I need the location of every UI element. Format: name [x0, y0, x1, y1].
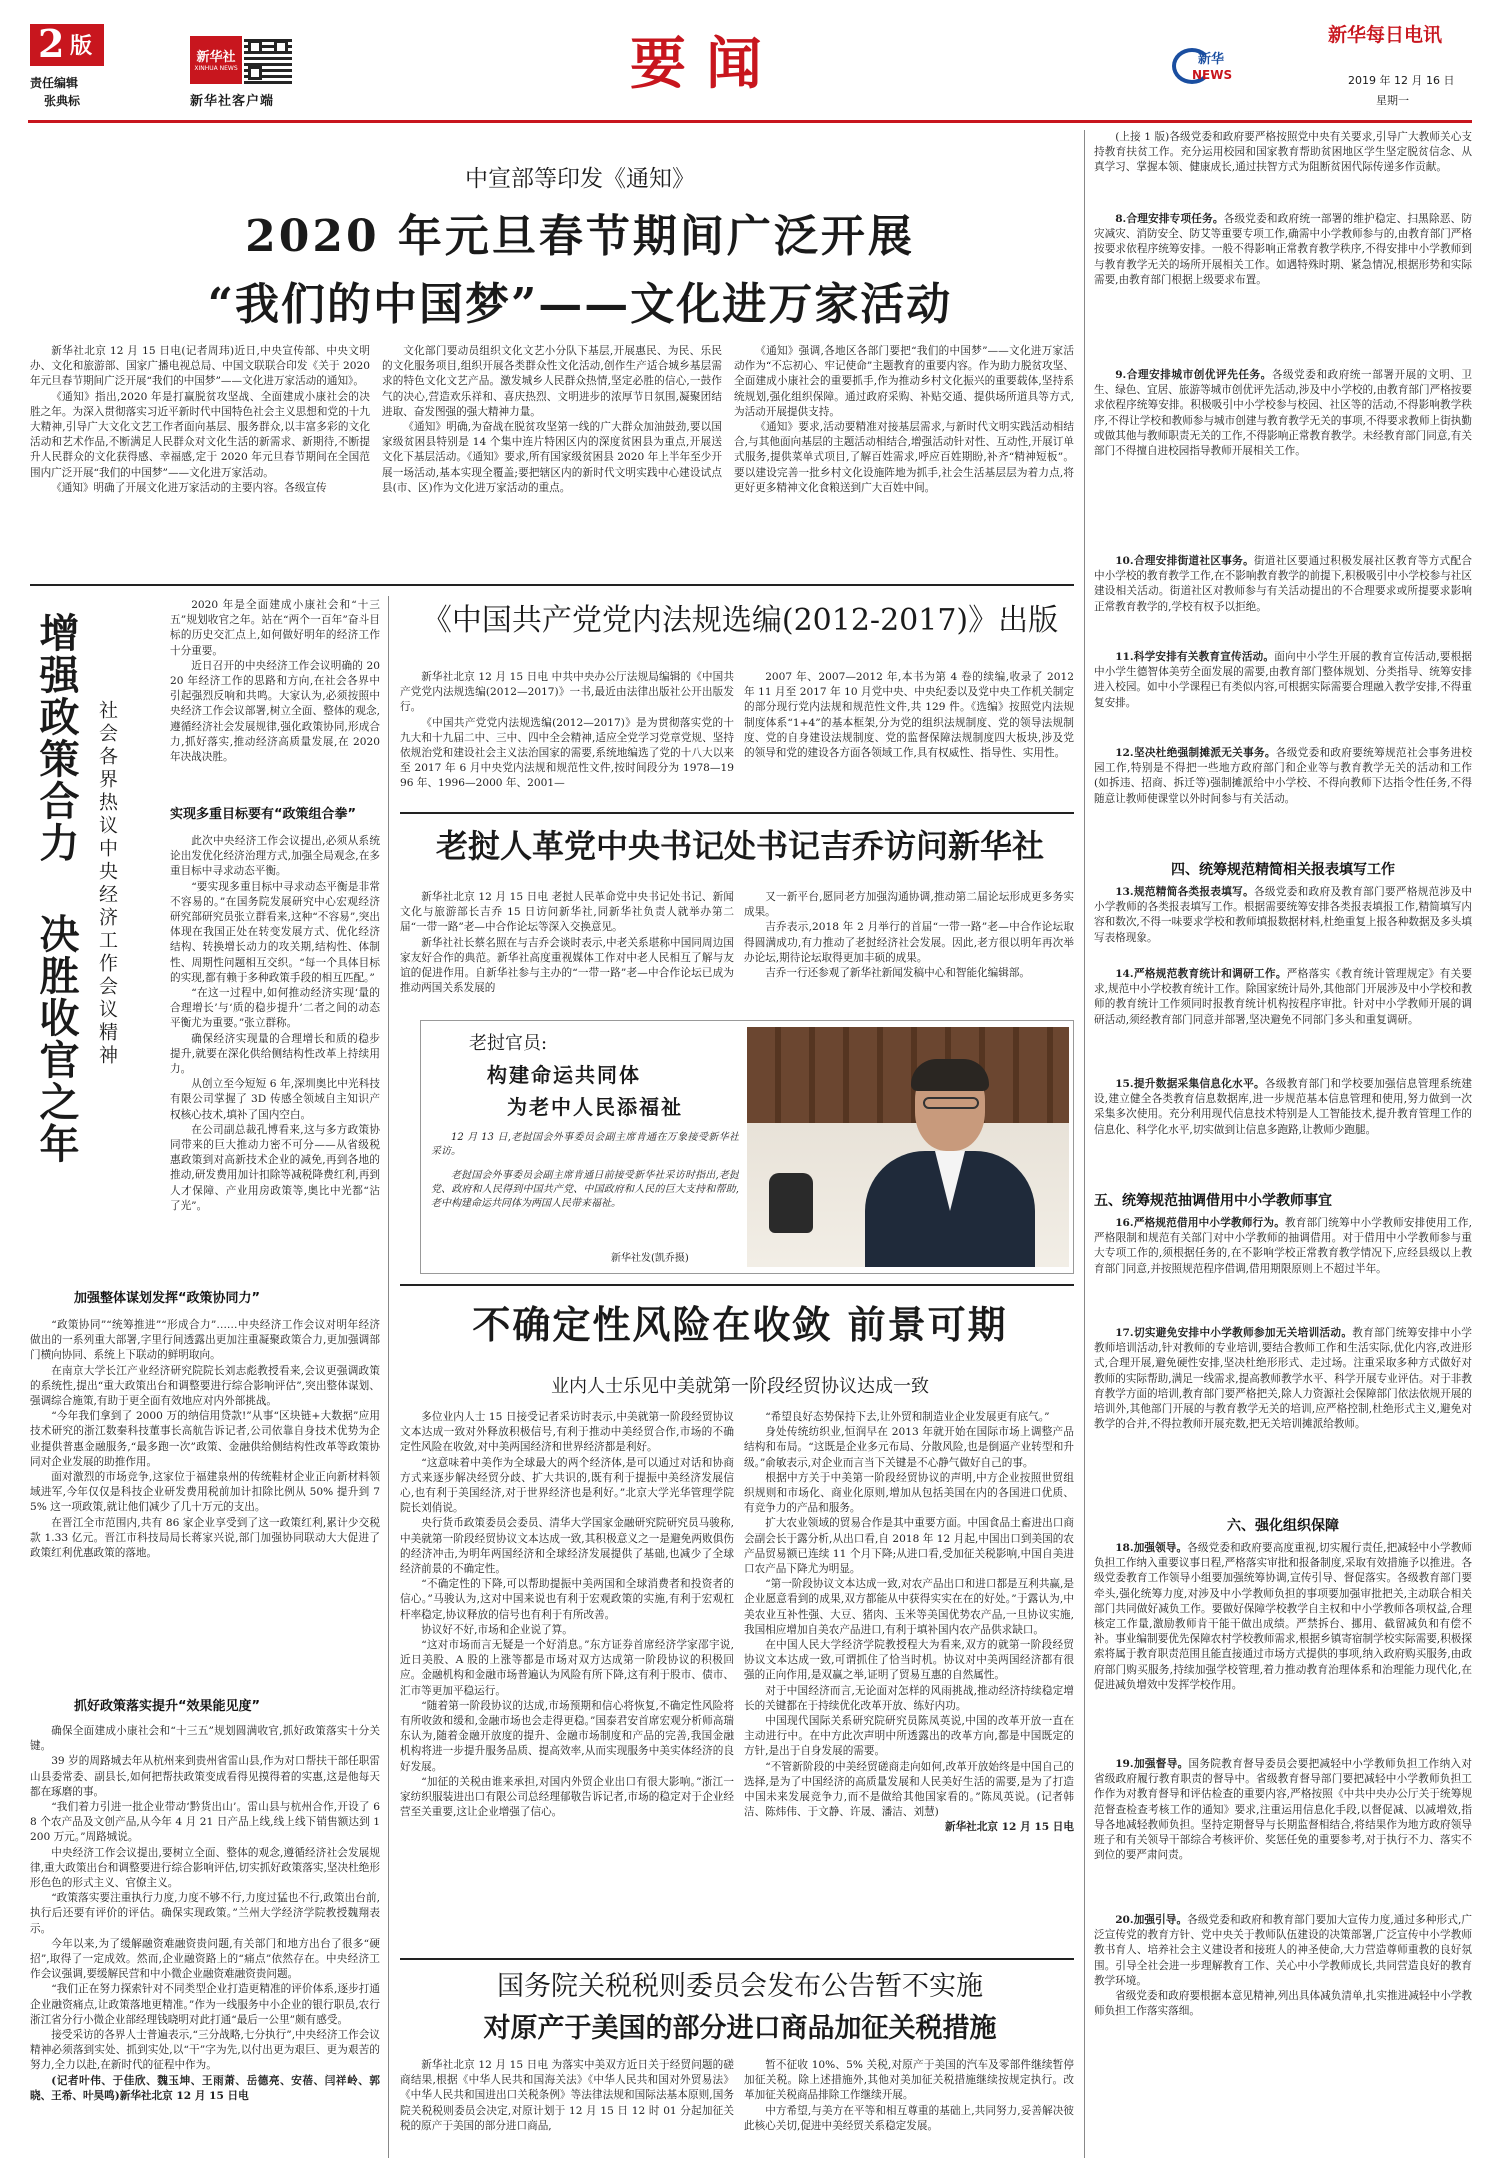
right-item-20-extra: 省级党委和政府要根据本意见精神,列出具体减负清单,扎实推进减轻中小学教师负担工作落实落细。 — [1094, 1990, 1472, 2018]
article5-col2-p8: “不管新阶段的中美经贸磋商走向如何,改革开放始终是中国自己的选择,是为了中国经济的高质量发展和人民美好生活的需要,是为了打造中国未来发展竞争力,而不是做给其他国家看的。”陈凤英说。(记者韩洁、陈炜伟、于文静、许晟、潘洁、刘慧) — [744, 1760, 1074, 1819]
right-item-12 — [1094, 746, 1472, 856]
client-label: 新华社客户端 — [190, 94, 275, 109]
right-item-12-text: 各级党委和政府要统筹规范社会事务进校园工作,特别是不得把一些地方政府部门和企业等与教育教学无关的活动和工作(如拆违、招商、拆迁等)强制摊派给中小学校、不得向教师下达指令性任务,不得随意让教师使课堂以外时间参与有关活动。 — [1094, 747, 1472, 805]
photo-box-title1: 构建命运共同体 — [487, 1063, 641, 1087]
right-item-9-title: 合理安排城市创优评先任务。 — [1126, 369, 1272, 381]
right-item-20-text: 各级党委和政府和教育部门要加大宣传力度,通过多种形式,广泛宣传党的教育方针、党中央关于教师队伍建设的决策部署,广泛宣传中小学教师教书育人、培养社会主义建设者和接班人的神圣使命,大力营造尊师重教的良好氛围。引导全社会进一步理解教育工作、关心中小学教师成长,共同营造良好的教育教学环境。 — [1094, 1914, 1472, 1987]
photo-caption-text: 12 月 13 日,老挝国会外事委员会副主席肯通在万象接受新华社采访。 — [431, 1132, 739, 1157]
right-item-10 — [1094, 554, 1472, 650]
article4-col1-p1: 新华社社长蔡名照在与吉乔会谈时表示,中老关系堪称中国同周边国家友好合作的典范。新华社高度重视媒体工作对中老人民相互了解与友谊的促进作用。自新华社参与主办的“一带一路”老—中合作论坛已成为推动两国关系发展的 — [400, 936, 734, 995]
right-item-13-title: 规范精简各类报表填写。 — [1133, 886, 1255, 898]
article6-headline-line2: 对原产于美国的部分进口商品加征关税措施 — [483, 2013, 997, 2044]
article2-subtitle: 社会各界热议中央经济工作会议精神 — [96, 700, 118, 1068]
xinhua-logo-block — [190, 36, 242, 84]
article1-col3-p1: 《通知》要求,活动要精准对接基层需求,与新时代文明实践活动相结合,与其他面向基层的主题活动相结合,增强活动针对性、互动性,开展订单式服务,提供菜单式项目,了解百姓需求,呼应百姓期盼,补齐“精神短板”。要以建设完善一批乡村文化设施阵地为抓手,社会生活基层层为着力点,将更好更多精神文化食粮送到广大百姓中间。 — [734, 421, 1074, 494]
right-item-16-text: 教育部门统筹中小学教师安排使用工作,严格限制和规范有关部门对中小学教师的抽调借用。对于借用中小学教师参与重大专项工作的,须根据任务的,在不影响学校正常教育教学情况下,应经县级以上教育部门同意,并按照规范程序借调,借用期限原则上不超过半年。 — [1094, 1217, 1472, 1275]
right-item-19-title: 加强督导。 — [1133, 1758, 1189, 1770]
article5-col1-p2: 央行货币政策委员会委员、清华大学国家金融研究院研究员马骏称,中美就第一阶段经贸协议文本达成一致,其积极意义之一是避免两败俱伤的经济冲击,为明年两国经济和全球经济发展提供了基础,也减少了全球经济前景的不确定性。 — [400, 1517, 734, 1576]
right-item-8-num: 8. — [1115, 213, 1127, 225]
right-item-12-num: 12. — [1115, 747, 1134, 759]
masthead — [0, 0, 1500, 120]
photo-box — [420, 1020, 1074, 1274]
article5-col1-p3: “不确定性的下降,可以帮助提振中美两国和全球消费者和投资者的信心。”马骏认为,这对中国来说也有利于宏观政策的实施,有利于宏观杠杆率稳定,协议释放的信号也有利于有所改善。 — [400, 1578, 734, 1621]
article1-col1-p2: 《通知》明确了开展文化进万家活动的主要内容。各级宣传 — [51, 481, 327, 494]
right-item-14-num: 14. — [1115, 968, 1134, 980]
article1-headline-line1: 2020 年元旦春节期间广泛开展 — [245, 211, 915, 262]
page-number-badge — [30, 21, 104, 66]
article6-col2-p1: 中方希望,与美方在平等和相互尊重的基础上,共同努力,妥善解决彼此核心关切,促进中美经贸关系稳定发展。 — [744, 2104, 1074, 2132]
right-item-10-num: 10. — [1115, 555, 1134, 567]
photo-box-caption — [431, 1131, 739, 1167]
right-item-20-title: 加强引导。 — [1133, 1914, 1188, 1926]
right-item-9-num: 9. — [1115, 369, 1127, 381]
article2-col-left2 — [30, 1724, 380, 2156]
xinhua-logo-sub: XINHUA NEWS — [194, 65, 238, 72]
paper-name: 新华每日电讯 — [1328, 24, 1443, 46]
right-item-13 — [1094, 885, 1472, 967]
article1-col2-p0: 文化部门要动员组织文化文艺小分队下基层,开展惠民、为民、乐民的文化服务项目,组织开展各类群众性文化活动,创作生产适合城乡基层需求的特色文化文艺产品。激发城乡人民群众热情,坚定必胜的信心,一鼓作气的决心,营造欢乐祥和、喜庆热烈、文明进步的浓厚节日氛围,凝聚团结进取、奋发图强的强大精神力量。 — [382, 345, 722, 418]
article5-col1-p6: “随着第一阶段协议的达成,市场预期和信心将恢复,不确定性风险将有所收敛和缓和,金融市场也会走得更稳。”国泰君安首席宏观分析师高瑞东认为,随着金融开放度的提升、金融市场制度和产品的完善,我国金融机构将进一步提升服务品质、提高效率,从而实现服务中美实体经济的良好发展。 — [400, 1699, 734, 1773]
article2-left-p3: 面对激烈的市场竞争,这家位于福建泉州的传统鞋材企业正向新材料领域进军,今年仅仅是科技企业研发费用税前加计扣除比例从 50% 提升到 75% 这一项政策,就让他们减少了几十万元的支出。 — [30, 1471, 380, 1514]
article5-col2-p1: 身处传统纺织业,恒润早在 2013 年就开始在国际市场上调整产品结构和布局。“这既是企业多元布局、分散风险,也是倒逼产业转型和升级。”俞敏表示,对企业而言当下关键是不心静气做好自己的事。 — [744, 1426, 1074, 1469]
right-item-18-text: 各级党委和政府要高度重视,切实履行责任,把减轻中小学教师负担工作纳入重要议事日程,严格落实审批和报备制度,采取有效措施予以推进。各级党委教育工作领导小组要加强统筹协调,宣传引导、督促落实。各级教育部门要牵头,强化统筹力度,对涉及中小学教师负担的事项要加强审批把关,主动联合相关部门共同做好减负工作。要做好保障学校教学自主权和中小学教师各项权益,合理核定工作量,激励教师肯干能干做出成绩。严禁拆台、挪用、截留减负和有偿不补。事业编制要优先保障农村学校教师需求,根据乡镇寄宿制学校实际需要,积极探索将属于教育职责范围且能直接通过市场方式提供的事项,纳入政府购买服务,由政府部门购买服务,持续加强学校管理,着力推动教育治理体系和治理能力现代化,在促进减负增效中发挥学校作用。 — [1094, 1542, 1472, 1691]
article5-col2-p0: “希望良好态势保持下去,让外贸和制造业企业发展更有底气。” — [765, 1411, 1050, 1423]
article5-col1-p1: “这意味着中美作为全球最大的两个经济体,是可以通过对话和协商方式来逐步解决经贸分歧、扩大共识的,既有利于提振中美经济发展信心,也有利于美国经济,对于世界经济也是利好。”北京大学光华管理学院院长刘俏说。 — [400, 1456, 734, 1515]
article5-bottom-rule — [400, 1958, 1074, 1960]
right-item-12-title: 坚决杜绝强制摊派无关事务。 — [1133, 747, 1276, 759]
article2-column-divider — [388, 596, 389, 2158]
article2-left-p2: “今年我们拿到了 2000 万的纳信用贷款!”从事“区块链+大数据”应用技术研究的浙江数秦科技董事长高航告诉记者,公司依靠自身技术优势为企业提供普惠金融服务,“最多跑一次”政策、金融供给侧结构性改革等政策协同对企业发展的助推作用。 — [30, 1410, 380, 1468]
article1-col1-p1: 《通知》指出,2020 年是打赢脱贫攻坚战、全面建成小康社会的决胜之年。为深入贯彻落实习近平新时代中国特色社会主义思想和党的十九大精神,引导广大文化文艺工作者面向基层、服务群众,以丰富多彩的文化活动和艺术作品,不断满足人民群众对文化生活的新需求、新期待,不断提升人民群众的文化获得感、幸福感,定于 2020 年元旦春节期间在全国范围内广泛开展“我们的中国梦”——文化进万家活动。 — [30, 390, 370, 479]
article4-bottom-rule — [400, 1284, 1074, 1286]
article2-intro-p1: 近日召开的中央经济工作会议明确的 2020 年经济工作的思路和方向,在社会各界中引起强烈反响和共鸣。大家认为,必须按照中央经济工作会议部署,树立全面、整体的观念,遵循经济社会发展规律,强化政策协同,形成合力,抓好落实,推动经济高质量发展,在 2020 年决战决胜。 — [170, 659, 380, 764]
article2-right2-p4: 从创立至今短短 6 年,深圳奥比中光科技有限公司掌握了 3D 传感全领域自主知识产权核心技术,填补了国内空白。 — [170, 1078, 380, 1121]
right-item-18-num: 18. — [1115, 1542, 1134, 1554]
article1-col1-p0: 新华社北京 12 月 15 日电(记者周玮)近日,中央宣传部、中央文明办、文化和旅游部、国家广播电视总局、中国文联联合印发《关于 2020 年元旦春节期间广泛开展“我们的中国梦”——文化进万家活动的通知》。 — [30, 345, 370, 388]
article5-col2-p3: 扩大农业领域的贸易合作是其中重要方面。中国食品土畜进出口商会副会长于露分析,从出口看,自 2018 年 12 月起,中国出口到美国的农产品贸易额已连续 11 个月下降;从进口看,受加征关税影响,中国自美进口农产品下降尤为明显。 — [744, 1517, 1074, 1576]
right-item-19 — [1094, 1757, 1472, 1913]
article5-col1-p7: “加征的关税由谁来承担,对国内外贸企业出口有很大影响。”浙江一家纺织服装进出口有限公司总经理郁敬告诉记者,市场的稳定对于企业经营至关重要,这让企业增强了信心。 — [400, 1775, 734, 1819]
right-item-14-text: 严格落实《教育统计管理规定》有关要求,规范中小学校教育统计工作。除国家统计局外,其他部门开展涉及中小学校和教师的教育统计工作须同时报教育统计机构按程序审批。针对中小学教师开展的调研活动,须经教育部门同意并部署,坚决避免不同部门多头和重复调研。 — [1094, 968, 1472, 1026]
article2-left2-p5: 今年以来,为了缓解融资难融资贵问题,有关部门和地方出台了很多“硬招”,取得了一定成效。然而,企业融资路上的“痛点”依然存在。中央经济工作会议强调,要缓解民营和中小微企业融资难融资贵问题。 — [30, 1937, 380, 1981]
right-section-6: 六、强化组织保障 — [1227, 1518, 1339, 1534]
right-item-14-title: 严格规范教育统计和调研工作。 — [1133, 968, 1287, 980]
article5-col1 — [400, 1410, 734, 1950]
article6-col2 — [744, 2058, 1074, 2158]
right-item-19-num: 19. — [1115, 1758, 1134, 1770]
right-item-11-title: 科学安排有关教育宣传活动。 — [1133, 651, 1275, 663]
article3-col2 — [744, 670, 1074, 802]
news-logo-a: 新华 — [1198, 52, 1225, 67]
article2-col-right2 — [170, 834, 380, 1274]
article2-subhead3: 抓好政策落实提升“效果能见度” — [74, 1699, 261, 1714]
right-item-16 — [1094, 1216, 1472, 1326]
photo-box-paragraph: 老挝国会外事委员会副主席肯通日前接受新华社采访时指出,老挝党、政府和人民得到中国共产党、中国政府和人民的巨大支持和帮助,老中构建命运共同体为两国人民带来福祉。 — [431, 1170, 739, 1209]
article2-intro-p0: 2020 年是全面建成小康社会和“十三五”规划收官之年。站在“两个一百年”奋斗目标的历史交汇点上,如何做好明年的经济工作十分重要。 — [170, 599, 380, 657]
right-item-17-num: 17. — [1115, 1327, 1134, 1339]
photo-box-text — [431, 1169, 739, 1245]
article6-headline-line1: 国务院关税税则委员会发布公告暂不实施 — [497, 1971, 983, 2002]
right-item-15-text: 各级教育部门和学校要加强信息管理系统建设,建立健全各类教育信息数据库,进一步规范基本信息管理和使用,努力做到一次采集多次使用。充分利用现代信息技术特别是人工智能技术,提升教育管理工作的信息化、科学化水平,切实做到让信息多跑路,让教师少跑腿。 — [1094, 1078, 1472, 1136]
article4-headline: 老挝人革党中央书记处书记吉乔访问新华社 — [435, 827, 1044, 865]
article2-left2-p3: 中央经济工作会议提出,要树立全面、整体的观念,遵循经济社会发展规律,重大政策出台和调整要进行综合影响评估,切实抓好政策落实,坚决杜绝形形色色的形式主义、官僚主义。 — [30, 1846, 380, 1890]
article6-col2-p0: 暂不征收 10%、5% 关税,对原产于美国的汽车及零部件继续暂停加征关税。除上述措施外,其他对美加征关税措施继续按规定执行。改革加征关税商品排除工作继续开展。 — [744, 2059, 1074, 2102]
article1-bottom-rule — [30, 584, 1074, 586]
article3-col1 — [400, 670, 734, 802]
article4-col2-p0: 又一新平台,愿同老方加强沟通协调,推动第二届论坛形成更多务实成果。 — [744, 891, 1074, 919]
photo-box-label: 老挝官员: — [469, 1033, 548, 1054]
right-item-13-num: 13. — [1115, 886, 1134, 898]
article3-col2-p0: 2007 年、2007—2012 年,本书为第 4 卷的续编,收录了 2012 年 11 月至 2017 年 10 月党中央、中央纪委以及党中央工作机关制定的部分现行党内法规和规范性文件,共 129 件。《选编》按照党内法规制度体系“1+4”的基本框架,分为党的组织法规制度、党的领导法规制度、党的自身建设法规制度、党的监督保障法规制度四大板块,涉及党的领导和党的建设各方面各领域工作,具有权威性、指导性、实用性。 — [744, 671, 1074, 760]
article5-col1-p4: 协议好不好,市场和企业说了算。 — [421, 1623, 573, 1636]
article2-right2-p5: 在公司副总裁孔博看来,这与多方政策协同带来的巨大推动力密不可分——从省级税惠政策到对高新技术企业的减免,再到各地的推动,研发费用加计扣除等减税降费红利,再到人才保障、产业用房政策等,奥比中光都“沾了光”。 — [170, 1123, 380, 1212]
right-item-10-text: 街道社区要通过积极发展社区教育等方式配合中小学校的教育教学工作,在不影响教育教学的前提下,积极吸引中小学校参与社区建设相关活动。街道社区对教师参与有关活动提出的不合理要求或所提要求影响正常教育教学的,学校有权予以拒绝。 — [1094, 555, 1472, 613]
article2-right2-p0: 此次中央经济工作会议提出,必须从系统论出发优化经济治理方式,加强全局观念,在多重目标中寻求动态平衡。 — [170, 835, 380, 878]
right-column — [1094, 130, 1472, 2158]
article2-left-p1: 在南京大学长江产业经济研究院院长刘志彪教授看来,会议更强调政策的系统性,提出“重大政策出台和调整要进行综合影响评估”,突出整体谋划、强调综合施策,有助于更全面有效地应对内外部挑战。 — [30, 1364, 380, 1408]
article1-col2 — [382, 344, 722, 576]
article5-col2-p9: 新华社北京 12 月 15 日电 — [945, 1821, 1074, 1834]
article2-subhead2: 加强整体谋划发挥“政策协同力” — [74, 1291, 261, 1306]
article4-col2 — [744, 890, 1074, 1012]
right-item-15-title: 提升数据采集信息化水平。 — [1133, 1078, 1265, 1090]
article2-left2-p0: 确保全面建成小康社会和“十三五”规划圆满收官,抓好政策落实十分关键。 — [30, 1725, 380, 1753]
right-item-8-title: 合理安排专项任务。 — [1126, 213, 1224, 225]
qr-code-icon[interactable] — [244, 36, 292, 84]
article2-left-p4: 在晋江全市范围内,共有 86 家企业享受到了这一政策红利,累计少交税款 1.33 亿元。晋江市科技局局长蒋家兴说,部门加强协同联动大大促进了政策红利优惠政策的落地。 — [30, 1516, 380, 1560]
article2-left2-p8: (记者叶伟、于佳欣、魏玉坤、王雨萧、岳德亮、安蓓、闫祥岭、郭晓、王希、叶昊鸣)新华社北京 12 月 15 日电 — [30, 2074, 380, 2102]
issue-date: 2019 年 12 月 16 日 — [1348, 74, 1455, 87]
right-intro — [1094, 130, 1472, 212]
article2-left2-p2: “我们着力引进一批企业带动‘黔货出山’。雷山县与杭州合作,开设了 68 个农产品及文创产品,从今年 4 月 21 日产品上线,线上线下销售额达到 1200 万元。”周路城说。 — [30, 1801, 380, 1844]
portrait-photo — [747, 1027, 1069, 1267]
right-item-19-text: 国务院教育督导委员会要把减轻中小学教师负担工作纳入对省级政府履行教育职责的督导中。省级教育督导部门要把减轻中小学教师负担工作作为对教育督导和评估检查的重要内容,严格按照《中共中央办公厅关于统筹规范督查检查考核工作的通知》要求,注重运用信息化手段,以督促减、以减增效,指导各地减轻教师负担。坚持定期督导与长期监督相结合,将结果作为地方政府领导班子和有关领导干部综合考核评价、奖惩任免的重要参考,对于执行不力、落实不到位的要严肃问责。 — [1094, 1758, 1472, 1862]
right-item-17 — [1094, 1326, 1472, 1512]
article2-col-left — [30, 1318, 380, 1690]
right-item-18 — [1094, 1541, 1472, 1757]
article3-headline: 《中国共产党党内法规选编(2012-2017)》出版 — [421, 603, 1059, 638]
article1-kicker: 中宣部等印发《通知》 — [465, 166, 695, 192]
photo-credit: 新华社发(凯乔摄) — [611, 1253, 689, 1264]
portrait-vase-icon — [769, 1173, 813, 1233]
right-item-15-num: 15. — [1115, 1078, 1134, 1090]
article1-col1 — [30, 344, 370, 576]
article4-col2-p1: 吉乔表示,2018 年 2 月举行的首届“一带一路”老—中合作论坛取得圆满成功,有力推动了老挝经济社会发展。因此,老方很以明年再次举办论坛,期待论坛取得更加丰硕的成果。 — [744, 921, 1074, 964]
article4-col2-p2: 吉乔一行还参观了新华社新闻发稿中心和智能化编辑部。 — [765, 967, 1031, 980]
article4-col1-p0: 新华社北京 12 月 15 日电 老挝人民革命党中央书记处书记、新闻文化与旅游部长吉乔 15 日访问新华社,同新华社负责人就举办第二届“一带一路”老—中合作论坛等深入交换意见。 — [400, 891, 734, 934]
article3-bottom-rule — [400, 812, 1074, 814]
article5-col2-p7: 中国现代国际关系研究院研究员陈凤英说,中国的改革开放一直在主动进行中。在中方此次声明中所透露出的改革方向,都是中国既定的方针,是出于自身发展的需要。 — [744, 1715, 1074, 1758]
news-logo-b: NEWS — [1192, 68, 1233, 82]
section-title: 要闻 — [630, 31, 782, 97]
article5-col2-p2: 根据中方关于中美第一阶段经贸协议的声明,中方企业按照世贸组织规则和市场化、商业化原则,增加从包括美国在内的各国进口优质、有竞争力的产品和服务。 — [744, 1471, 1074, 1515]
article3-col1-p0: 新华社北京 12 月 15 日电 中共中央办公厅法规局编辑的《中国共产党党内法规选编(2012—2017)》一书,最近由法律出版社公开出版发行。 — [400, 671, 734, 714]
article2-headline: 增强政策合力 决胜收官之年 — [33, 612, 80, 1165]
right-column-divider — [1084, 130, 1085, 2158]
portrait-glasses-icon — [923, 1097, 979, 1109]
article5-col2-p5: 在中国人民大学经济学院教授程大为看来,双方的就第一阶段经贸协议文本达成一致,可谓抓住了恰当时机。协议对中美两国经济都有很强的正向作用,是双赢之举,证明了贸易互惠的自然属性。 — [744, 1639, 1074, 1682]
article5-col2-p4: “第一阶段协议文本达成一致,对农产品出口和进口都是互利共赢,是企业愿意看到的成果,双方都能从中获得实实在在的好处。”于露认为,中美农业互补性强、大豆、猪肉、玉米等美国优势农产品,一旦协议实施,我国相应增加自美农产品进口,有利于填补国内农产品供求缺口。 — [744, 1578, 1074, 1636]
article1-col3-p0: 《通知》强调,各地区各部门要把“我们的中国梦”——文化进万家活动作为“不忘初心、牢记使命”主题教育的重要内容。作为助力脱贫攻坚、全面建成小康社会的重要抓手,作为推动乡村文化振兴的重要载体,坚持系统规划,强化组织保障。通过政府采购、补贴交通、提供场所道具等方式,为活动开展提供支持。 — [734, 345, 1074, 418]
news-logo — [1172, 44, 1242, 88]
article5-subtitle: 业内人士乐见中美就第一阶段经贸协议达成一致 — [551, 1376, 929, 1397]
article2-left2-p1: 39 岁的周路城去年从杭州来到贵州省雷山县,作为对口帮扶干部任职雷山县委常委、副县长,如何把帮扶政策变成看得见摸得着的实惠,这是他每天都在琢磨的事。 — [30, 1755, 380, 1798]
photo-box-title2: 为老中人民添福祉 — [507, 1095, 683, 1119]
right-item-11-num: 11. — [1115, 651, 1134, 663]
article1-col2-p1: 《通知》明确,为奋战在脱贫攻坚第一线的广大群众加油鼓劲,要以国家级贫困县特别是 14 个集中连片特困区内的深度贫困县为重点,开展送文化下基层活动。《通知》要求,所有国家级贫困县 2020 年上半年至少开展一场活动,基本实现全覆盖;要把辖区内的新时代文明实践中心建设试点县(市、区)作为文化进万家活动的重点。 — [382, 421, 722, 494]
right-item-20-num: 20. — [1115, 1914, 1134, 1926]
article6-col1 — [400, 2058, 734, 2158]
article2-right2-p2: “在这一过程中,如何推动经济实现‘量的合理增长’与‘质的稳步提升’二者之间的动态平衡尤为重要。”张立群称。 — [170, 987, 380, 1030]
article2-left-p0: “政策协同”“统筹推进”“形成合力”……中央经济工作会议对明年经济做出的一系列重大部署,字里行间透露出更加注重凝聚政策合力,更加强调部门横向协同、系统上下联动的鲜明取向。 — [30, 1319, 380, 1362]
article2-left2-p4: “政策落实要注重执行力度,力度不够不行,力度过猛也不行,政策出台前,执行后还要有评价的评估。确保实现政策。”兰州大学经济学院教授魏翔表示。 — [30, 1892, 380, 1935]
page-number: 2 — [38, 21, 65, 66]
right-item-11-text: 面向中小学生开展的教育宣传活动,要根据中小学生德智体美劳全面发展的需要,由教育部门整体规划、分类指导、统筹安排进入校园。如中小学课程已有类似内容,可根据实际需要合理融入教学安排,不得重复安排。 — [1094, 651, 1472, 709]
article4-col1 — [400, 890, 734, 1012]
right-item-9-text: 各级党委和政府统一部署开展的文明、卫生、绿色、宜居、旅游等城市创优评先活动,涉及中小学校的,由教育部门严格按要求依程序统筹安排。积极吸引中小学校参与校园、社区等的活动,不得影响教学秩序,不得让学校和教师参与城市创建与教育教学无关的事项,不得要求教师上街执勤或做其他与教师职责无关的工作,不得影响正常教育教学。未经教育部门同意,有关部门不得擅自进校园指导教师开展相关工作。 — [1094, 369, 1472, 458]
right-item-13-text: 各级党委和政府及教育部门要严格规范涉及中小学教师的各类报表填写工作。根据需要统筹安排各类报表填报工作,精简填写内容和数次,不得一味要求学校和教师填报数据材料,杜绝重复上报各种数据及多头填写表格现象。 — [1094, 886, 1472, 944]
page-unit: 版 — [70, 33, 93, 59]
right-item-18-title: 加强领导。 — [1133, 1542, 1188, 1554]
xinhua-logo: 新华社 — [196, 50, 236, 65]
editor-name: 张典标 — [44, 94, 81, 108]
right-item-8-text: 各级党委和政府统一部署的维护稳定、扫黑除恶、防灾减灾、消防安全、防艾等重要专项工作,确需中小学教师参与的,由教育部门严格按要求依程序统筹安排。一般不得影响正常教育教学秩序,不得安排中小学教师到与教育教学无关的场所开展相关工作。如遇特殊时期、紧急情况,根据形势和实际需要,由教育部门根据上级要求布置。 — [1094, 213, 1472, 286]
right-section-5: 五、统筹规范抽调借用中小学教师事宜 — [1094, 1193, 1332, 1209]
article2-right2-p3: 确保经济实现量的合理增长和质的稳步提升,就要在深化供给侧结构性改革上持续用力。 — [170, 1032, 380, 1076]
article6-col1-p0: 新华社北京 12 月 15 日电 为落实中美双方近日关于经贸问题的磋商结果,根据《中华人民共和国海关法》《中华人民共和国对外贸易法》《中华人民共和国进出口关税条例》等法律法规和国际法基本原则,国务院关税税则委员会决定,对原计划于 12 月 15 日 12 时 01 分起加征关税的原产于美国的部分进口商品, — [400, 2059, 734, 2132]
article2-col-right — [170, 598, 380, 804]
article5-col1-p5: “这对市场而言无疑是一个好消息。”东方证券首席经济学家邵宇说,近日美股、A 股的上涨等都是市场对双方达成第一阶段协议的积极回应。金融机构和金融市场普遍认为风险有所下降,这有利于股市、债市、汇市等更加平稳运行。 — [400, 1639, 734, 1697]
right-item-16-num: 16. — [1115, 1217, 1134, 1229]
article2-right2-p1: “要实现多重目标中寻求动态平衡是非常不容易的。”在国务院发展研究中心宏观经济研究部研究员张立群看来,这种“不容易”,突出体现在我国正处在转变发展方式、优化经济结构、转换增长动力的攻关期,结构性、体制性、周期性问题相互交织。“每一个具体目标的实现,都有赖于多种政策手段的相互匹配。” — [170, 880, 380, 984]
right-intro-p0: (上接 1 版)各级党委和政府要严格按照党中央有关要求,引导广大教师关心支持教育扶贫工作。充分运用校园和国家教育帮助贫困地区学生坚定脱贫信念、从真学习、掌握本领、健康成长,通过扶智方式为阻断贫困代际传递多作贡献。 — [1094, 131, 1472, 174]
right-item-17-title: 切实避免安排中小学教师参加无关培训活动。 — [1133, 1327, 1353, 1339]
article2-subhead1: 实现多重目标要有“政策组合拳” — [170, 807, 357, 822]
article5-headline: 不确定性风险在收敛 前景可期 — [472, 1302, 1008, 1347]
article3-col1-p1: 《中国共产党党内法规选编(2012—2017)》是为贯彻落实党的十九大和十九届二中、三中、四中全会精神,适应全党学习党章党规、坚持依规治党和建设社会主义法治国家的需要,系统地编选了党的十八大以来至 2017 年 6 月中央党内法规和规范性文件,按时间段分为 1978—1996 年、1996—2000 年、2001— — [400, 716, 734, 790]
right-section-4: 四、统筹规范精简相关报表填写工作 — [1171, 862, 1395, 878]
masthead-rule — [28, 120, 1472, 123]
article1-col3 — [734, 344, 1074, 576]
article5-col1-p0: 多位业内人士 15 日接受记者采访时表示,中美就第一阶段经贸协议文本达成一致对外释放积极信号,有利于推动中美经贸合作,市场的不确定性风险在收敛,对中美两国经济和世界经济都是利好。 — [400, 1411, 734, 1454]
article5-col2 — [744, 1410, 1074, 1950]
article1-headline-line2: “我们的中国梦”——文化进万家活动 — [207, 279, 953, 330]
right-item-10-title: 合理安排街道社区事务。 — [1133, 555, 1255, 567]
right-item-20 — [1094, 1913, 1472, 2043]
right-item-14 — [1094, 967, 1472, 1077]
right-item-11 — [1094, 650, 1472, 746]
right-item-17-text: 教育部门统筹安排中小学教师培训活动,针对教师的专业培训,要结合教师工作和生活实际,优化内容,改进形式,合理开展,避免硬性安排,坚决杜绝形形式、走过场。注重采取多种方式做好对教师的实际帮助,满足一线需求,提高教师教学水平、科学开展专业评估。对于非教育教学方面的培训,教育部门要严格把关,除人力资源社会保障部门依法依规开展的培训外,其他部门开展的与教育教学无关的培训,应严格控制,杜绝形式主义,避免对教学的合并,不得拉教师开展充数,把无关培训摊派给教师。 — [1094, 1327, 1472, 1431]
article2-left2-p6: “我们正在努力探索针对不同类型企业打造更精准的评价体系,逐步打通企业融资痛点,让政策落地更精准。”作为一线服务中小企业的银行职员,农行浙江省分行小微企业部经理钱晓明对此打通“最后一公里”颇有感受。 — [30, 1983, 380, 2026]
issue-weekday: 星期一 — [1376, 94, 1409, 107]
right-item-8 — [1094, 212, 1472, 368]
article2-left2-p7: 接受采访的各界人士普遍表示,“三分战略,七分执行”,中央经济工作会议精神必须落到实处、抓到实处,以“干”字为先,以付出更为艰巨、更为艰苦的努力,全力以赴,在新时代的征程中作为。 — [30, 2029, 380, 2072]
right-item-15 — [1094, 1077, 1472, 1187]
right-item-9 — [1094, 368, 1472, 554]
editor-label: 责任编辑 — [30, 76, 79, 90]
article5-col2-p6: 对于中国经济而言,无论面对怎样的风雨挑战,推动经济持续稳定增长的关键都在于持续优化改革开放、练好内功。 — [744, 1684, 1074, 1712]
right-item-16-title: 严格规范借用中小学教师行为。 — [1133, 1217, 1286, 1229]
